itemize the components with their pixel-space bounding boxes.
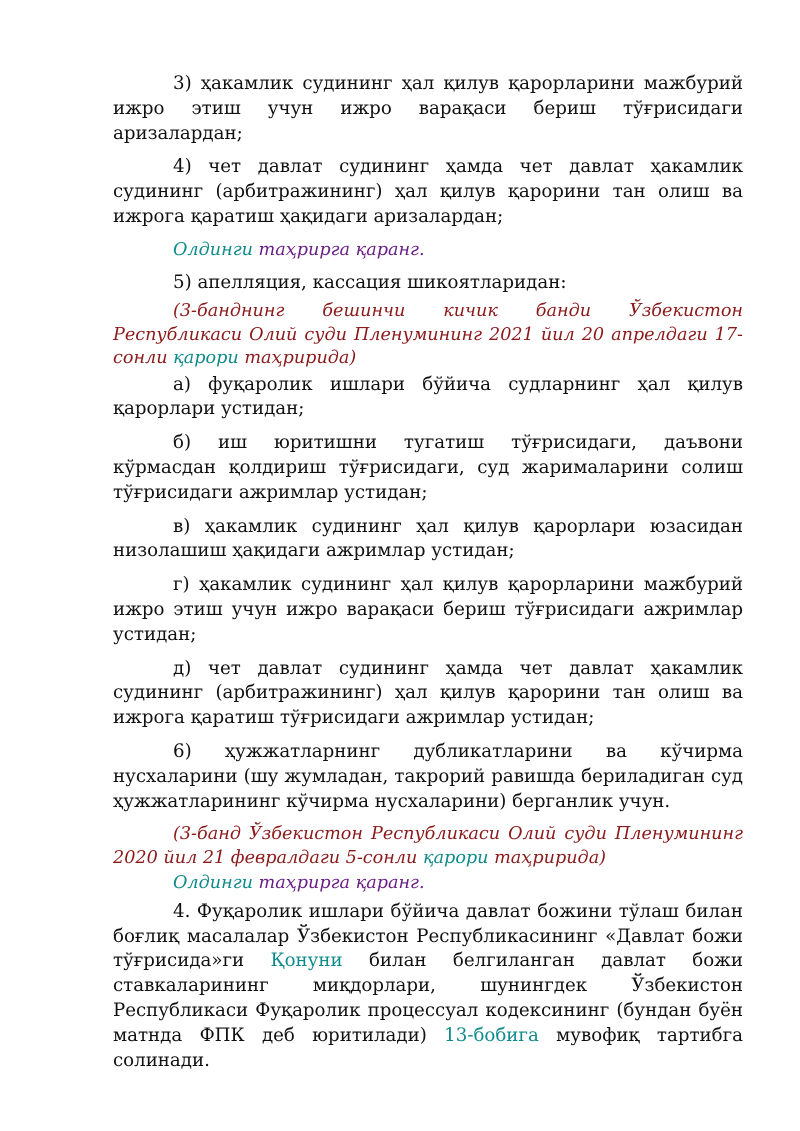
note-text: (3-банд Ўзбекистон Республикаси Олий суди Пленумининг 2020 йил 21 февралдаги 5-сонли [113,824,743,868]
previous-word[interactable]: Олдинги [173,873,253,894]
subparagraph-d: д) чет давлат судининг ҳамда чет давлат ҳакамлик судининг (арбитражининг) ҳал қилув қарорини тан олиш ва ижрога қаратиш тўғрисидаги ажримлар устидан; [113,657,743,729]
previous-word[interactable]: Олдинги [173,239,253,260]
note-text: (3-банднинг бешинчи кичик банди Ўзбекистон Республикаси Олий суди Пленумининг 2021 йил 20 апрелдаги 17-сонли [113,301,743,369]
previous-revision-link[interactable] [113,239,743,263]
subparagraph-a: а) фуқаролик ишлари бўйича судларнинг ҳал қилув қарорлари устидан; [113,373,743,420]
revision-word[interactable]: таҳрирга қаранг. [258,873,425,894]
law-link[interactable]: Қонуни [270,950,343,972]
subparagraph-b: б) иш юритишни тугатиш тўғрисидаги, даъвони кўрмасдан қолдириш тўғрисидаги, суд жарималарини солиш тўғрисидаги ажримлар устидан; [113,432,743,503]
resolution-link[interactable]: қарори [173,348,239,369]
section-4-paragraph [113,900,743,1074]
amendment-note [113,823,743,870]
amendment-note [113,300,743,371]
previous-revision-link[interactable] [113,872,743,896]
revision-word[interactable]: таҳрирга қаранг. [258,239,425,260]
section-4-text: 4. Фуқаролик ишлари бўйича давлат божини тўлаш билан боғлиқ масалалар Ўзбекистон Республикасининг «Давлат божи тўғрисида»ги [113,900,743,972]
document-page [113,72,743,1082]
paragraph-item-4: 4) чет давлат судининг ҳамда чет давлат ҳакамлик судининг (арбитражининг) ҳал қилув қарорини тан олиш ва ижрога қаратиш ҳақидаги аризалардан; [113,156,743,227]
note-text-end: таҳририда) [238,348,357,369]
paragraph-item-5: 5) апелляция, кассация шикоятларидан: [173,272,567,294]
paragraph-item-3: 3) ҳакамлик судининг ҳал қилув қарорларини мажбурий ижро этиш учун ижро варақаси бериш тўғрисидаги аризалардан; [113,73,743,144]
resolution-link[interactable]: қарори [422,847,489,868]
note-text-end: таҳририда) [488,847,607,868]
section-4-text-2: билан белгиланган давлат божи ставкаларининг миқдорлари, шунингдек Ўзбекистон Республикаси Фуқаролик процессуал кодексининг (бундан буён матнда ФПК деб юритилади) [113,950,744,1046]
subparagraph-g: г) ҳакамлик судининг ҳал қилув қарорларини мажбурий ижро этиш учун ижро варақаси бериш тўғрисидаги ажримлар устидан; [113,574,743,645]
paragraph-item-6: 6) ҳужжатларнинг дубликатларини ва кўчирма нусхаларини (шу жумладан, такрорий равишда бериладиган суд ҳужжатларининг кўчирма нусхаларини) берганлик учун. [113,740,743,812]
subparagraph-v: в) ҳакамлик судининг ҳал қилув қарорлари юзасидан низолашиш ҳақидаги ажримлар устидан; [113,515,743,562]
chapter-link[interactable]: 13-бобига [444,1024,539,1046]
section-4-text-3: мувофиқ тартибга солинади. [113,1024,743,1071]
